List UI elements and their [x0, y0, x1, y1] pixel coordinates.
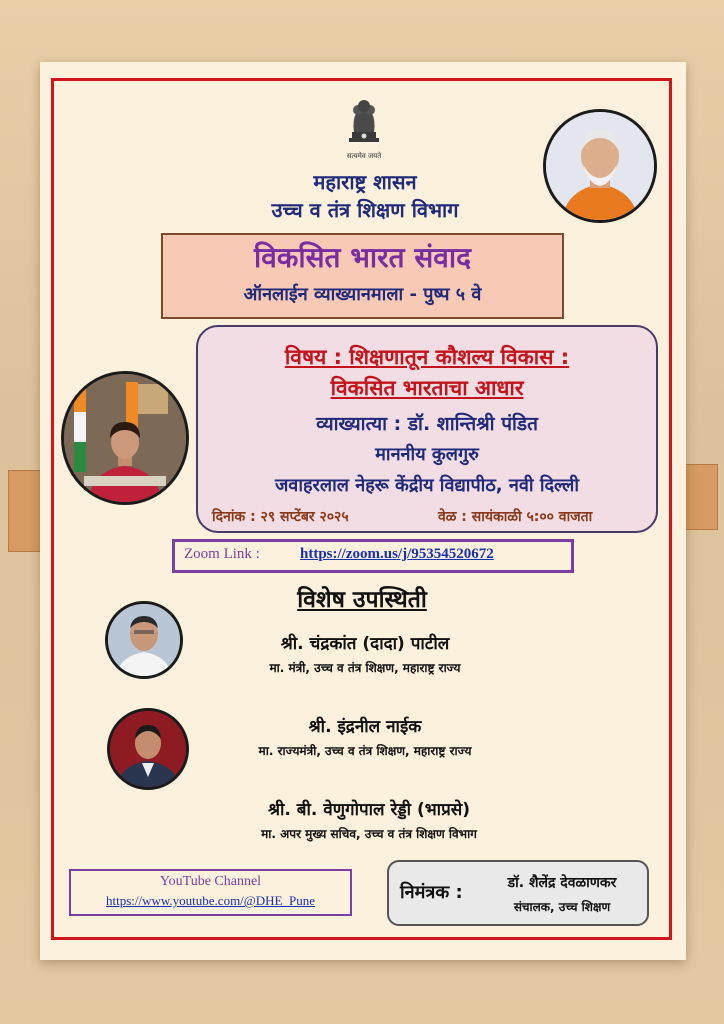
zoom-label: Zoom Link : [184, 546, 260, 562]
guest-photo-2 [107, 708, 189, 790]
topic-line-1: विषय : शिक्षणातून कौशल्य विकास : [284, 345, 570, 369]
inviter-title: संचालक, उच्च शिक्षण [513, 900, 611, 914]
zoom-link[interactable]: https://zoom.us/j/95354520672 [300, 546, 494, 562]
inviter-name: डॉ. शैलेंद्र देवळाणकर [507, 875, 617, 891]
series-subtitle: ऑनलाईन व्याख्यानमाला - पुष्प ५ वे [243, 284, 482, 305]
speaker-designation: माननीय कुलगुरु [375, 444, 479, 465]
dignitary-photo-top-right [543, 109, 657, 223]
topic-line-2: विकसित भारताचा आधार [330, 376, 524, 400]
inviter-label: निमंत्रक : [400, 882, 463, 903]
guest-3-name: श्री. बी. वेणुगोपाल रेड्डी (भाप्रसे) [267, 800, 471, 820]
speaker-name: व्याख्यात्या : डॉ. शान्तिश्री पंडित [316, 413, 538, 435]
speaker-photo [61, 371, 189, 505]
special-presence-heading: विशेष उपस्थिती [297, 587, 427, 613]
lecture-date: दिनांक : २९ सप्टेंबर २०२५ [212, 509, 349, 525]
guest-1-name: श्री. चंद्रकांत (दादा) पाटील [280, 634, 450, 654]
speaker-institution: जवाहरलाल नेहरू केंद्रीय विद्यापीठ, नवी दिल्ली [274, 475, 580, 496]
emblem-motto: सत्यमेव जयते [346, 152, 382, 160]
youtube-link[interactable]: https://www.youtube.com/@DHE_Pune [105, 893, 315, 908]
guest-1-role: मा. मंत्री, उच्च व तंत्र शिक्षण, महाराष्ट्र राज्य [269, 661, 461, 675]
guest-2-name: श्री. इंद्रनील नाईक [308, 717, 422, 737]
series-title: विकसित भारत संवाद [254, 241, 471, 274]
guest-photo-1 [105, 601, 183, 679]
guest-3-role: मा. अपर मुख्य सचिव, उच्च व तंत्र शिक्षण विभाग [261, 827, 477, 841]
youtube-label: YouTube Channel [159, 874, 262, 889]
lecture-time: वेळ : सायंकाळी ५:०० वाजता [438, 509, 593, 525]
government-name: महाराष्ट्र शासन [313, 170, 417, 194]
guest-2-role: मा. राज्यमंत्री, उच्च व तंत्र शिक्षण, महाराष्ट्र राज्य [258, 744, 472, 758]
national-emblem-icon [338, 94, 390, 156]
department-name: उच्च व तंत्र शिक्षण विभाग [271, 198, 459, 222]
